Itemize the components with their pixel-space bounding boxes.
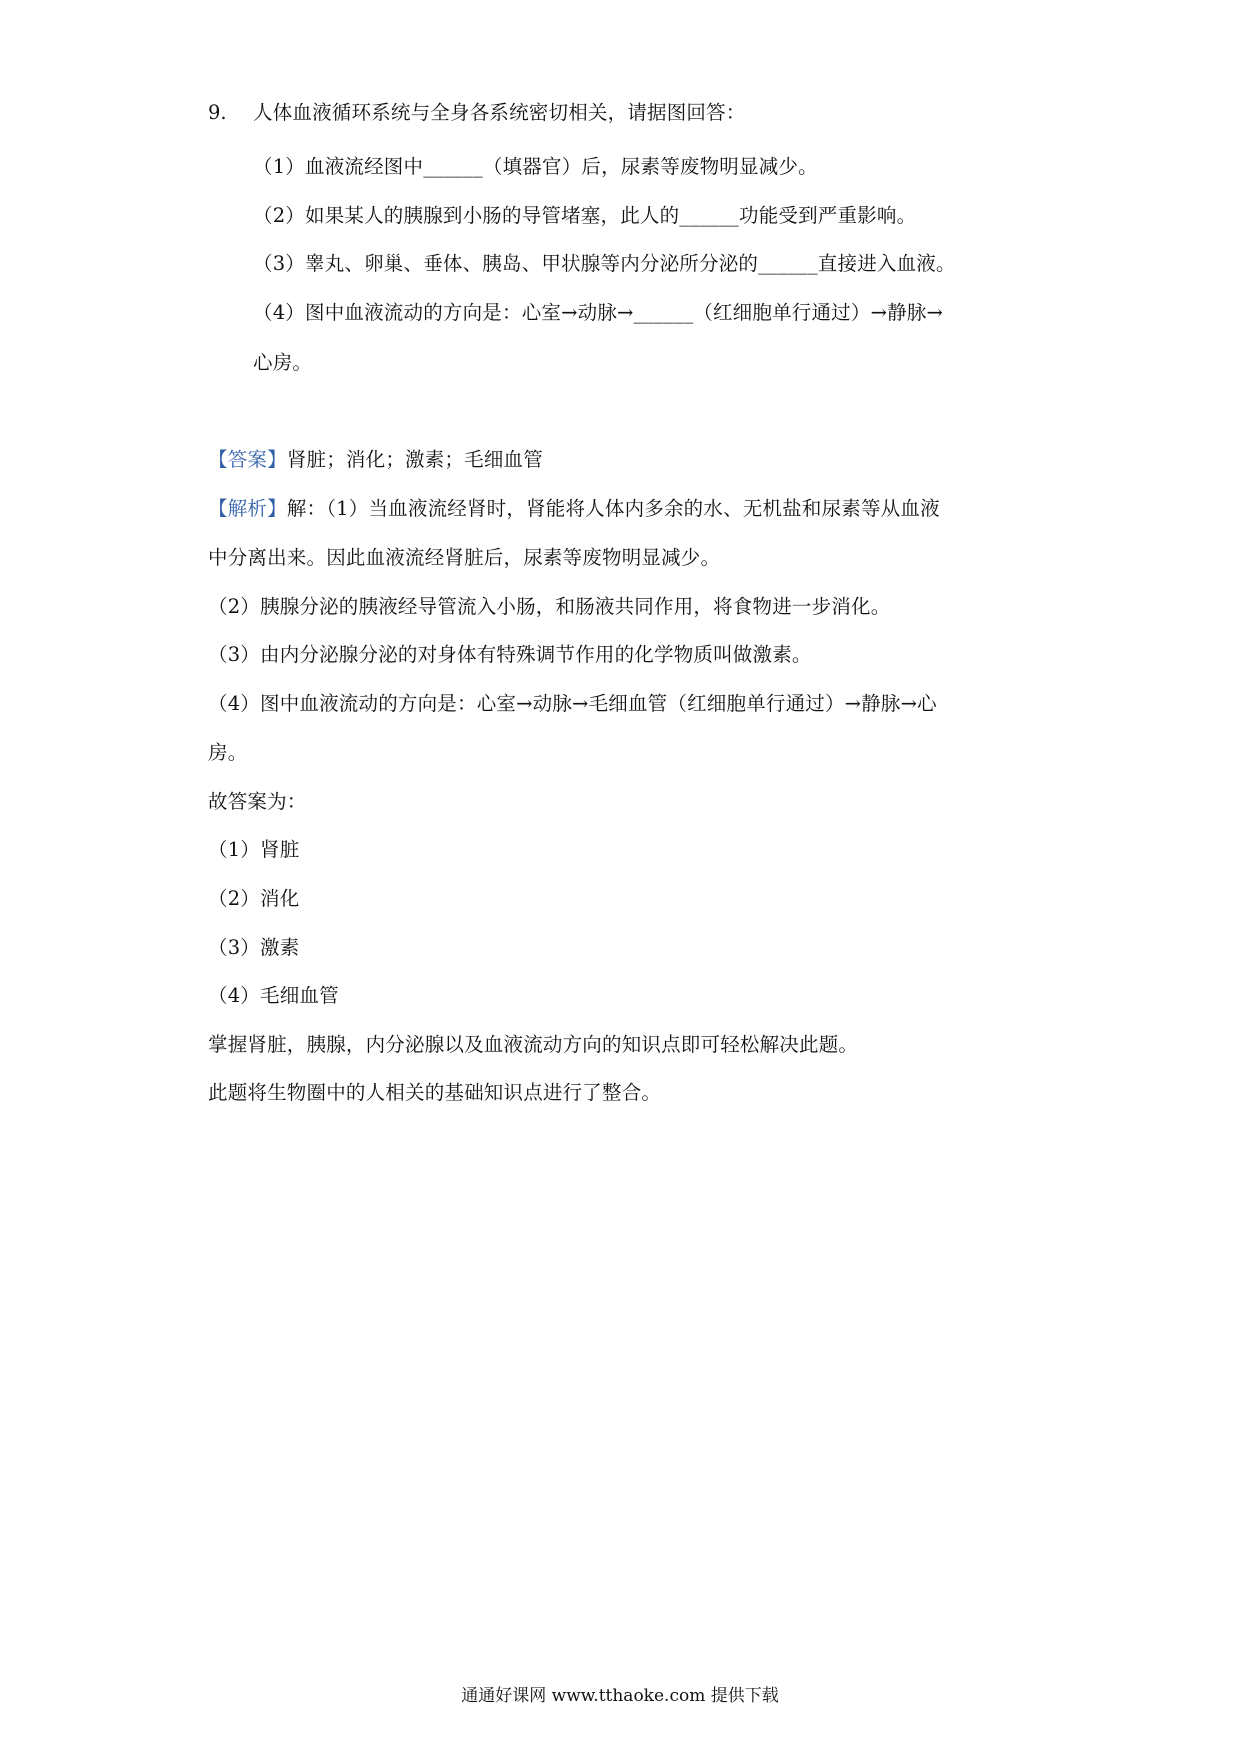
analysis-line: 故答案为： — [208, 790, 307, 813]
analysis-line: （2）消化 — [208, 887, 300, 910]
analysis-line: （1）肾脏 — [208, 838, 300, 861]
analysis-line: 掌握肾脏，胰腺，内分泌腺以及血液流动方向的知识点即可轻松解决此题。 — [208, 1033, 859, 1056]
question-item-3: （3）睾丸、卵巢、垂体、胰岛、甲状腺等内分泌所分泌的______直接进入血液。 — [253, 252, 956, 275]
answer-tag: 【答案】 — [208, 448, 287, 471]
question-stem: 人体血液循环系统与全身各系统密切相关，请据图回答： — [253, 101, 746, 124]
analysis-line: 房。 — [208, 741, 248, 764]
analysis-line: （3）由内分泌腺分泌的对身体有特殊调节作用的化学物质叫做激素。 — [208, 643, 812, 666]
question-item-4: （4）图中血液流动的方向是：心室→动脉→______（红细胞单行通过）→静脉→ — [253, 301, 944, 324]
question-item-4-continued: 心房。 — [253, 351, 313, 374]
analysis-line: （2）胰腺分泌的胰液经导管流入小肠，和肠液共同作用，将食物进一步消化。 — [208, 595, 891, 618]
analysis-line: （4）图中血液流动的方向是：心室→动脉→毛细血管（红细胞单行通过）→静脉→心 — [208, 692, 937, 715]
answer-text: 肾脏；消化；激素；毛细血管 — [286, 448, 543, 471]
analysis-line: 中分离出来。因此血液流经肾脏后，尿素等废物明显减少。 — [208, 546, 721, 569]
question-item-2: （2）如果某人的胰腺到小肠的导管堵塞，此人的______功能受到严重影响。 — [253, 204, 917, 227]
answer-line — [208, 446, 543, 474]
page-footer: 通通好课网 www.tthaoke.com 提供下载 — [461, 1686, 779, 1706]
analysis-first-line — [208, 495, 940, 523]
analysis-line: （3）激素 — [208, 936, 300, 959]
analysis-line: （4）毛细血管 — [208, 984, 339, 1007]
question-item-1: （1）血液流经图中______（填器官）后，尿素等废物明显减少。 — [253, 155, 818, 178]
analysis-tag: 【解析】 — [208, 497, 287, 520]
analysis-line: 此题将生物圈中的人相关的基础知识点进行了整合。 — [208, 1081, 662, 1104]
question-number: 9. — [208, 101, 227, 124]
analysis-first-text: 解：（1）当血液流经肾时，肾能将人体内多余的水、无机盐和尿素等从血液 — [286, 497, 940, 520]
